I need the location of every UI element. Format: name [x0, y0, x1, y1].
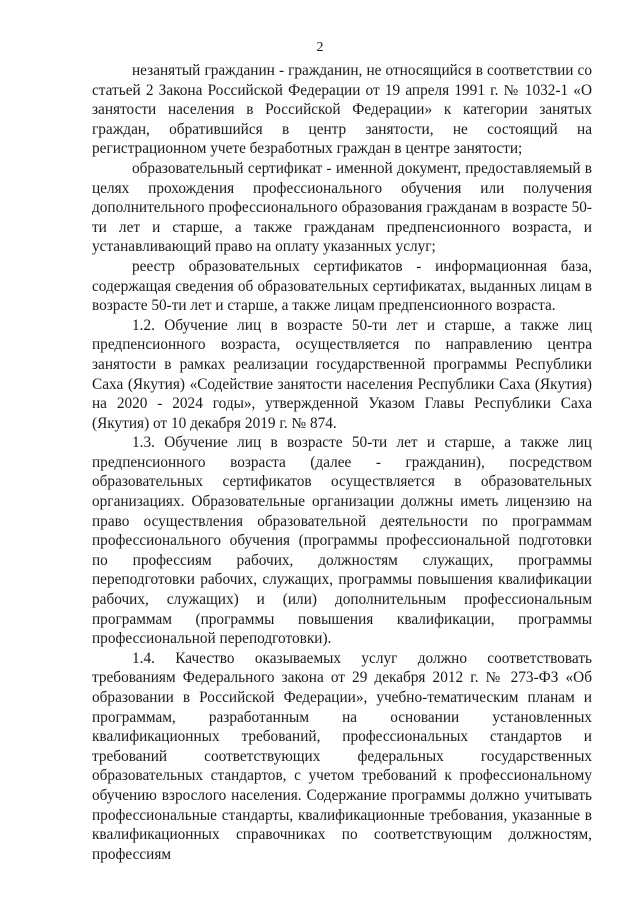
definition-certificate-registry: реестр образовательных сертификатов - информационная база, содержащая сведения об образовательных сертификатах, выданных лицам в возрасте 50-ти лет и старше, а также лицам предпенсионного возраста. [92, 257, 592, 315]
page-number: 2 [316, 40, 324, 55]
clause-1-4: 1.4. Качество оказываемых услуг должно соответствовать требованиям Федерального закона от 29 декабря 2012 г. № 273-ФЗ «Об образовании в Российской Федерации», учебно-тематическим планам и программам, разработанным на основании установленных квалификационных требований, профессиональных стандартов и требований соответствующих федеральных государственных образовательных стандартов, с учетом требований к профессиональному обучению взрослого населения. Содержание программы должно учитывать профессиональные стандарты, квалификационные требования, указанные в квалификационных справочниках по соответствующим должностям, профессиям [92, 649, 592, 863]
clause-1-3: 1.3. Обучение лиц в возрасте 50-ти лет и старше, а также лиц предпенсионного возраста (далее - гражданин), посредством образовательных сертификатов осуществляется в образовательных организациях. Образовательные организации должны иметь лицензию на право осуществления образовательной деятельности по программам профессионального обучения (программы профессиональной подготовки по профессиям рабочих, должностям служащих, программы переподготовки рабочих, служащих, программы повышения квалификации рабочих, служащих) и (или) дополнительным профессиональным программам (программы повышения квалификации, программы профессиональной переподготовки). [92, 434, 592, 648]
document-body [92, 61, 592, 864]
clause-1-2: 1.2. Обучение лиц в возрасте 50-ти лет и старше, а также лиц предпенсионного возраста, осуществляется по направлению центра занятости в рамках реализации государственной программы Республики Саха (Якутия) «Содействие занятости населения Республики Саха (Якутия) на 2020 - 2024 годы», утвержденной Указом Главы Республики Саха (Якутия) от 10 декабря 2019 г. № 874. [92, 316, 592, 432]
definition-unemployed-citizen: незанятый гражданин - гражданин, не относящийся в соответствии со статьей 2 Закона Российской Федерации от 19 апреля 1991 г. № 1032-1 «О занятости населения в Российской Федерации» к категории занятых граждан, обратившийся в центр занятости, не состоящий на регистрационном учете безработных граждан в центре занятости; [92, 62, 592, 158]
definition-educational-certificate: образовательный сертификат - именной документ, предоставляемый в целях прохождения профессионального обучения или получения дополнительного профессионального образования гражданам в возрасте 50-ти лет и старше, а также гражданам предпенсионного возраста, и устанавливающий право на оплату указанных услуг; [92, 159, 592, 256]
